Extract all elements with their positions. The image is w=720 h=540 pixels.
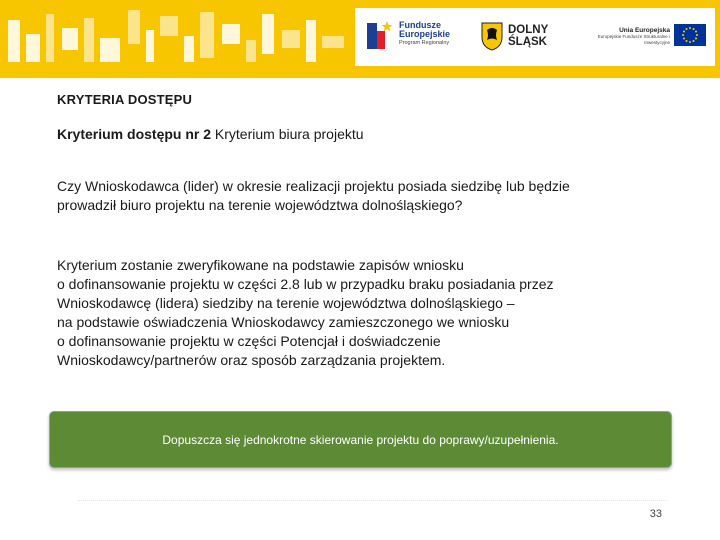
question-paragraph xyxy=(57,177,657,215)
verification-line: Wnioskodawcy/partnerów oraz sposób zarządzania projektem. xyxy=(57,352,446,368)
verification-line: o dofinansowanie projektu w części Potencjał i doświadczenie xyxy=(57,333,441,349)
fe-program: Program Regionalny xyxy=(399,40,450,46)
question-line: Czy Wnioskodawca (lider) w okresie realizacji projektu posiada siedzibę lub będzie xyxy=(57,178,570,194)
callout-text: Dopuszcza się jednokrotne skierowanie projektu do poprawy/uzupełnienia. xyxy=(162,432,559,447)
deco-block xyxy=(262,14,274,54)
fundusze-europejskie-logo xyxy=(365,19,475,55)
footer-divider xyxy=(78,500,668,501)
deco-block xyxy=(146,30,154,62)
deco-block xyxy=(222,24,240,44)
verification-line: Kryterium zostanie zweryfikowane na podstawie zapisów wniosku xyxy=(57,257,464,273)
deco-block xyxy=(8,20,20,62)
eu-flag-icon xyxy=(674,24,706,46)
criterion-name: Kryterium biura projektu xyxy=(211,126,364,142)
criterion-number: Kryterium dostępu nr 2 xyxy=(57,126,212,142)
criterion-title xyxy=(57,126,364,142)
deco-block xyxy=(62,28,78,50)
verification-line: Wnioskodawcę (lidera) siedziby na terenie województwa dolnośląskiego – xyxy=(57,295,515,311)
fe-star-icon xyxy=(365,19,395,53)
deco-block xyxy=(100,38,120,62)
ds-line1: DOLNY xyxy=(508,24,549,36)
verification-paragraph xyxy=(57,256,657,370)
question-line: prowadził biuro projektu na terenie województwa dolnośląskiego? xyxy=(57,197,463,213)
unia-europejska-logo xyxy=(590,21,710,53)
logo-strip xyxy=(355,8,715,66)
ds-line2: ŚLĄSK xyxy=(508,36,547,49)
deco-block xyxy=(282,30,300,48)
deco-block xyxy=(160,16,178,36)
callout-box xyxy=(49,411,672,468)
deco-block xyxy=(46,14,54,62)
deco-block xyxy=(184,36,194,62)
deco-block xyxy=(200,12,214,58)
deco-block xyxy=(84,18,94,62)
verification-line: na podstawie oświadczenia Wnioskodawcy zamieszczonego we wniosku xyxy=(57,314,510,330)
deco-block xyxy=(26,34,40,62)
eu-name: Unia Europejska xyxy=(619,27,670,34)
coat-of-arms-icon xyxy=(480,21,504,51)
fe-name-line1: Fundusze xyxy=(399,20,441,30)
page-number: 33 xyxy=(649,508,662,520)
dolny-slask-logo xyxy=(480,21,560,53)
deco-block xyxy=(306,20,316,62)
deco-block xyxy=(246,40,256,62)
header-band xyxy=(0,0,720,78)
verification-line: o dofinansowanie projektu w części 2.8 lub w przypadku braku posiadania przez xyxy=(57,276,554,292)
slide-heading: KRYTERIA DOSTĘPU xyxy=(57,92,193,107)
fe-name-line2: Europejskie xyxy=(399,29,451,39)
deco-block xyxy=(322,36,344,48)
eu-fund: Europejskie Fundusze Strukturalne i Inwestycyjne xyxy=(597,34,670,45)
deco-block xyxy=(128,10,140,44)
